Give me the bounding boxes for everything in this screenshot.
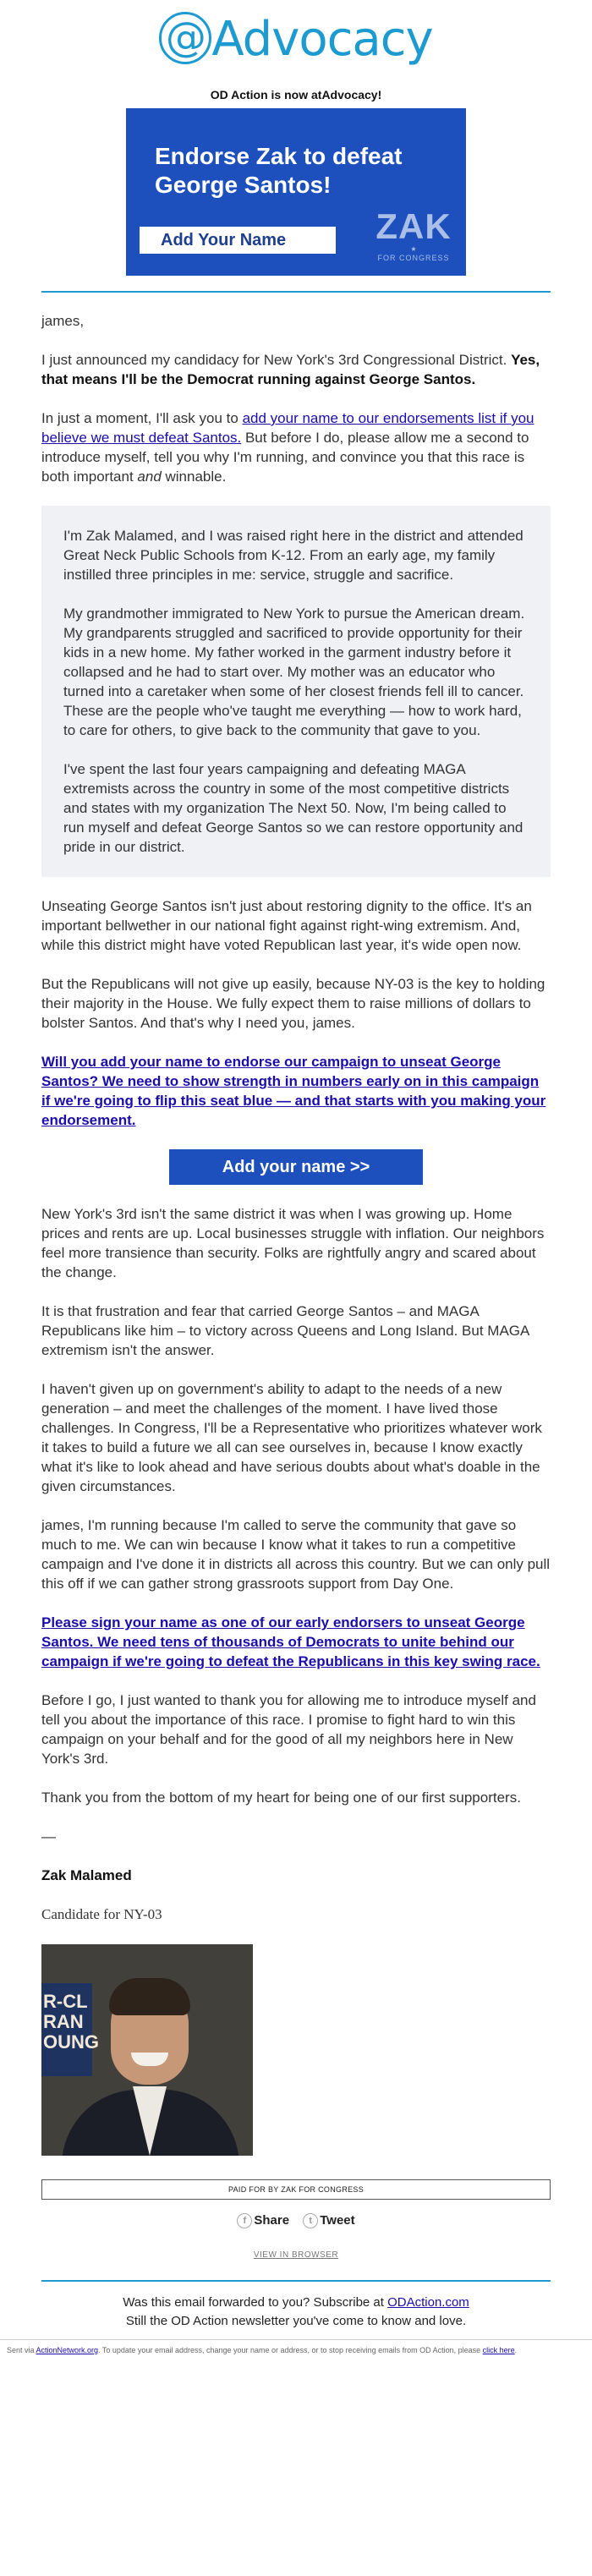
endorse-link-paragraph <box>41 1052 551 1130</box>
district-paragraph: New York's 3rd isn't the same district it was when I was growing up. Home prices and rents are up. Local businesses struggle with inflation. Our neighbors feel more transience than security. Folks are rightfully angry and scared about the change. <box>41 1206 545 1280</box>
ask-end: winnable. <box>161 469 227 485</box>
zak-logo-subtitle: FOR CONGRESS <box>377 254 450 262</box>
thanks-paragraph: Before I go, I just wanted to thank you for allowing me to introduce myself and tell you about the importance of this race. I promise to fight hard to win this campaign on your behalf and for the good of all my neighbors here in New York's 3rd. <box>41 1692 536 1767</box>
advocacy-logo[interactable] <box>0 0 592 78</box>
signature-name: Zak Malamed <box>41 1867 132 1883</box>
fine-pre: Sent via <box>7 2346 36 2354</box>
republicans-paragraph: But the Republicans will not give up easily, because NY-03 is the key to holding their majority in the House. We fully expect them to raise millions of dollars to bolster Santos. And that's why I need you, james. <box>41 976 545 1031</box>
paid-for-disclaimer: PAID FOR BY ZAK FOR CONGRESS <box>41 2179 551 2200</box>
fine-end: . <box>514 2346 518 2354</box>
banner-headline-line2: George Santos! <box>155 172 332 198</box>
ask-post: But before I do, please allow me a second to introduce myself, tell you why I'm running, and convince you that this race is both important <box>41 430 529 485</box>
at-symbol-icon: @ <box>159 12 211 64</box>
early-endorsers-link[interactable]: Please sign your name as one of our early endorsers to unseat George Santos. We need tens of thousands of Democrats to unite behind our campaign if we're going to defeat the Republicans in this key swing race. <box>41 1614 540 1669</box>
bio-paragraph-3: I've spent the last four years campaigning and defeating MAGA extremists across the country in some of the most competitive districts and states with my organization The Next 50. Now, I'm being called to run myself and defeat George Santos so we can restore opportunity and pride in our district. <box>63 761 523 855</box>
logo-word: Advocacy <box>211 12 433 67</box>
tweet-label: Tweet <box>320 2213 355 2228</box>
intro-bold: Yes, that means I'll be the Democrat running against George Santos. <box>41 352 540 387</box>
banner-headline <box>155 142 403 200</box>
star-icon: ★ <box>410 245 417 253</box>
sign-link-paragraph <box>41 1613 551 1671</box>
endorse-banner[interactable] <box>126 108 466 276</box>
view-in-browser-link[interactable]: VIEW IN BROWSER <box>253 2250 339 2260</box>
add-your-name-button[interactable]: Add your name >> <box>169 1149 423 1185</box>
banner-headline-line1: Endorse Zak to defeat <box>155 143 403 169</box>
social-share-bar <box>0 2213 592 2235</box>
odaction-link[interactable]: ODAction.com <box>387 2295 469 2310</box>
endorsements-link[interactable]: add your name to our endorsements list if you believe we must defeat Santos. <box>41 410 534 446</box>
bellwether-paragraph: Unseating George Santos isn't just about restoring dignity to the office. It's an important bellwether in our national fight against right-wing extremism. And, while this district might have voted Republican last year, it's wide open now. <box>41 898 532 953</box>
closing-paragraph: Thank you from the bottom of my heart for being one of our first supporters. <box>41 1789 521 1806</box>
fine-mid: . To update your email address, change your name or address, or to stop receiving emails from OD Action, please <box>98 2346 483 2354</box>
bio-paragraph-1: I'm Zak Malamed, and I was raised right here in the district and attended Great Neck Public Schools from K-12. From an early age, my family instilled three principles in me: service, struggle and sacrifice. <box>63 528 523 583</box>
candidate-photo <box>41 1944 253 2156</box>
zak-logo-word: ZAK <box>375 206 452 246</box>
twitter-icon: t <box>303 2213 318 2228</box>
logo-wordmark <box>159 12 432 67</box>
photo-sign-text: R-CL RAN OUNG <box>43 1991 99 2053</box>
ask-pre: In just a moment, I'll ask you to <box>41 410 243 426</box>
intro-text: I just announced my candidacy for New York's 3rd Congressional District. <box>41 352 512 368</box>
facebook-icon: f <box>237 2213 252 2228</box>
ask-paragraph <box>41 408 551 486</box>
share-facebook-button[interactable] <box>237 2213 289 2228</box>
running-paragraph: james, I'm running because I'm called to serve the community that gave so much to me. We can win because I know what it takes to run a competitive campaign and I've done it in districts all across this country. But we can only pull this off if we can gather strong grassroots support from Day One. <box>41 1517 551 1592</box>
view-in-browser <box>0 2250 592 2260</box>
photo-hair <box>109 1978 190 2015</box>
forwarded-line <box>0 2294 592 2312</box>
greeting: james, <box>41 313 85 329</box>
government-paragraph: I haven't given up on government's ability to adapt to the needs of a new generation – and meet the challenges of the moment. I have lived those challenges. In Congress, I'll be a Representative who prioritizes whatever work it takes to build a future we all can see ourselves in, because I know exactly what it's like to look ahead and have serious doubts about what's doable in the given circumstances. <box>41 1381 542 1494</box>
actionnetwork-link[interactable]: ActionNetwork.org <box>36 2346 99 2354</box>
rebrand-tagline: OD Action is now atAdvocacy! <box>210 88 382 101</box>
frustration-paragraph: It is that frustration and fear that carried George Santos – and MAGA Republicans like him – to victory across Queens and Long Island. But MAGA extremism isn't the answer. <box>41 1303 529 1358</box>
forwarded-text: Was this email forwarded to you? Subscribe at <box>123 2295 388 2310</box>
share-label: Share <box>254 2213 290 2228</box>
intro-paragraph <box>41 350 551 389</box>
signature-title: Candidate for NY-03 <box>41 1906 162 1922</box>
share-twitter-button[interactable] <box>303 2213 354 2228</box>
newsletter-line: Still the OD Action newsletter you've come to know and love. <box>125 2314 467 2328</box>
fine-print <box>0 2339 592 2361</box>
banner-add-name-button[interactable]: Add Your Name <box>140 227 336 254</box>
signature-dash: — <box>41 1828 56 1844</box>
footer-divider <box>41 2280 551 2282</box>
bio-paragraph-2: My grandmother immigrated to New York to pursue the American dream. My grandparents struggled and sacrificed to provide opportunity for their kids in a new home. My father worked in the garment industry before it collapsed and he had to start over. My mother was an educator who turned into a caretaker when some of her closest friends fell ill to cancer. These are the people who've taught me everything — how to work hard, to care for others, to give back to the community that gave to you. <box>63 606 525 738</box>
footer-notice <box>0 2294 592 2331</box>
bio-callout-box <box>41 506 551 877</box>
zak-for-congress-logo <box>371 208 456 263</box>
letter-body <box>41 293 551 2156</box>
unsubscribe-link[interactable]: click here <box>482 2346 515 2354</box>
endorse-campaign-link[interactable]: Will you add your name to endorse our campaign to unseat George Santos? We need to show strength in numbers early on in this campaign if we're going to flip this seat blue — and that starts with you making your endorsement. <box>41 1054 546 1128</box>
ask-emphasis: and <box>137 469 162 485</box>
